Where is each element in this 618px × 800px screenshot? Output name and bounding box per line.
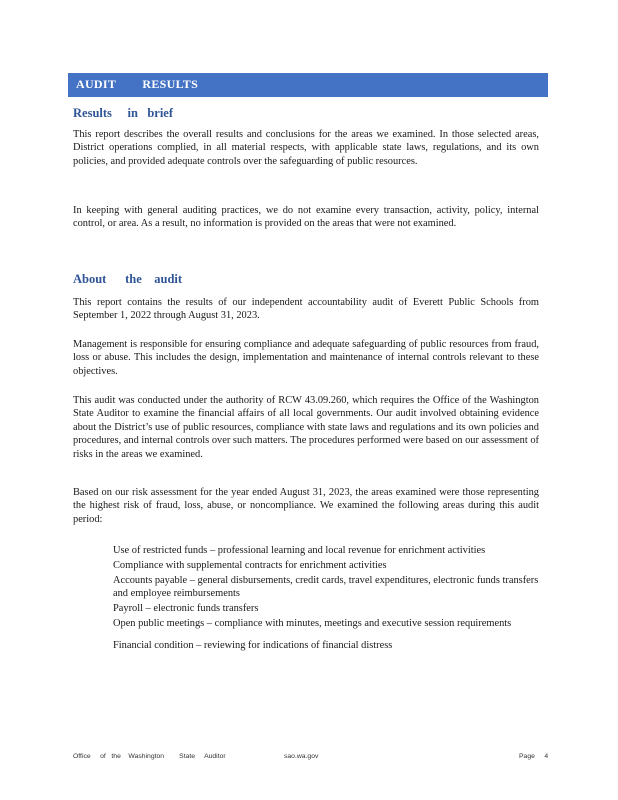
about-paragraph-4: Based on our risk assessment for the year ended August 31, 2023, the areas examined were those representing the highest risk of fraud, loss, abuse, or noncompliance. We examined the following areas during this audit period: <box>73 487 539 525</box>
list-item-text: Payroll – electronic funds transfers <box>113 603 259 615</box>
paragraph <box>73 486 539 526</box>
banner-title: AUDIT RESULTS <box>76 77 199 91</box>
about-paragraph-1: This report contains the results of our independent accountability audit of Everett Public Schools from September 1, 2022 through August 31, 2023. <box>73 297 539 322</box>
list-item <box>73 544 543 557</box>
paragraph <box>73 296 539 323</box>
paragraph <box>73 128 539 168</box>
list-item <box>73 559 543 572</box>
list-item <box>73 602 543 615</box>
list-item <box>73 574 543 601</box>
list-item <box>73 639 543 652</box>
footer-office: Office of the Washington State Auditor <box>73 753 226 760</box>
paragraph <box>73 338 539 378</box>
about-the-audit-heading: About the audit <box>73 272 183 286</box>
footer-page-number: Page 4 <box>519 753 549 760</box>
list-item-text: Compliance with supplemental contracts for enrichment activities <box>113 559 387 571</box>
paragraph <box>73 394 539 461</box>
results-paragraph-1: This report describes the overall results and conclusions for the areas we examined. In those selected areas, District operations complied, in all material respects, with applicable state laws, regulations, and its own policies, and provided adequate controls over the safeguarding of public resources. <box>73 129 539 167</box>
list-item-text: Use of restricted funds – professional learning and local revenue for enrichment activities <box>113 545 486 556</box>
list-item <box>73 617 543 630</box>
paragraph <box>73 204 539 231</box>
list-item-text: Open public meetings – compliance with minutes, meetings and executive session requirements <box>113 618 512 630</box>
examined-areas-list <box>73 544 543 654</box>
list-item-text: Accounts payable – general disbursements, credit cards, travel expenditures, electronic funds transfers and employee reimbursements <box>113 574 539 600</box>
section-banner <box>68 73 548 97</box>
footer-website[interactable]: sao.wa.gov <box>284 753 319 760</box>
list-item-text: Financial condition – reviewing for indications of financial distress <box>113 640 393 652</box>
results-in-brief-heading: Results in brief <box>73 106 173 120</box>
about-paragraph-3: This audit was conducted under the authority of RCW 43.09.260, which requires the Office of the Washington State Auditor to examine the financial affairs of all local governments. Our audit involved obtaining evidence about the District’s use of public resources, compliance with state laws and regulations and its own policies and procedures, and internal controls over such matters. The procedures performed were based on our assessment of risks in the areas we examined. <box>73 395 539 460</box>
results-paragraph-2: In keeping with general auditing practices, we do not examine every transaction, activity, policy, internal control, or area. As a result, no information is provided on the areas that were not examined. <box>73 205 539 230</box>
about-paragraph-2: Management is responsible for ensuring compliance and adequate safeguarding of public resources from fraud, loss or abuse. This includes the design, implementation and maintenance of internal controls relevant to these objectives. <box>73 339 539 377</box>
